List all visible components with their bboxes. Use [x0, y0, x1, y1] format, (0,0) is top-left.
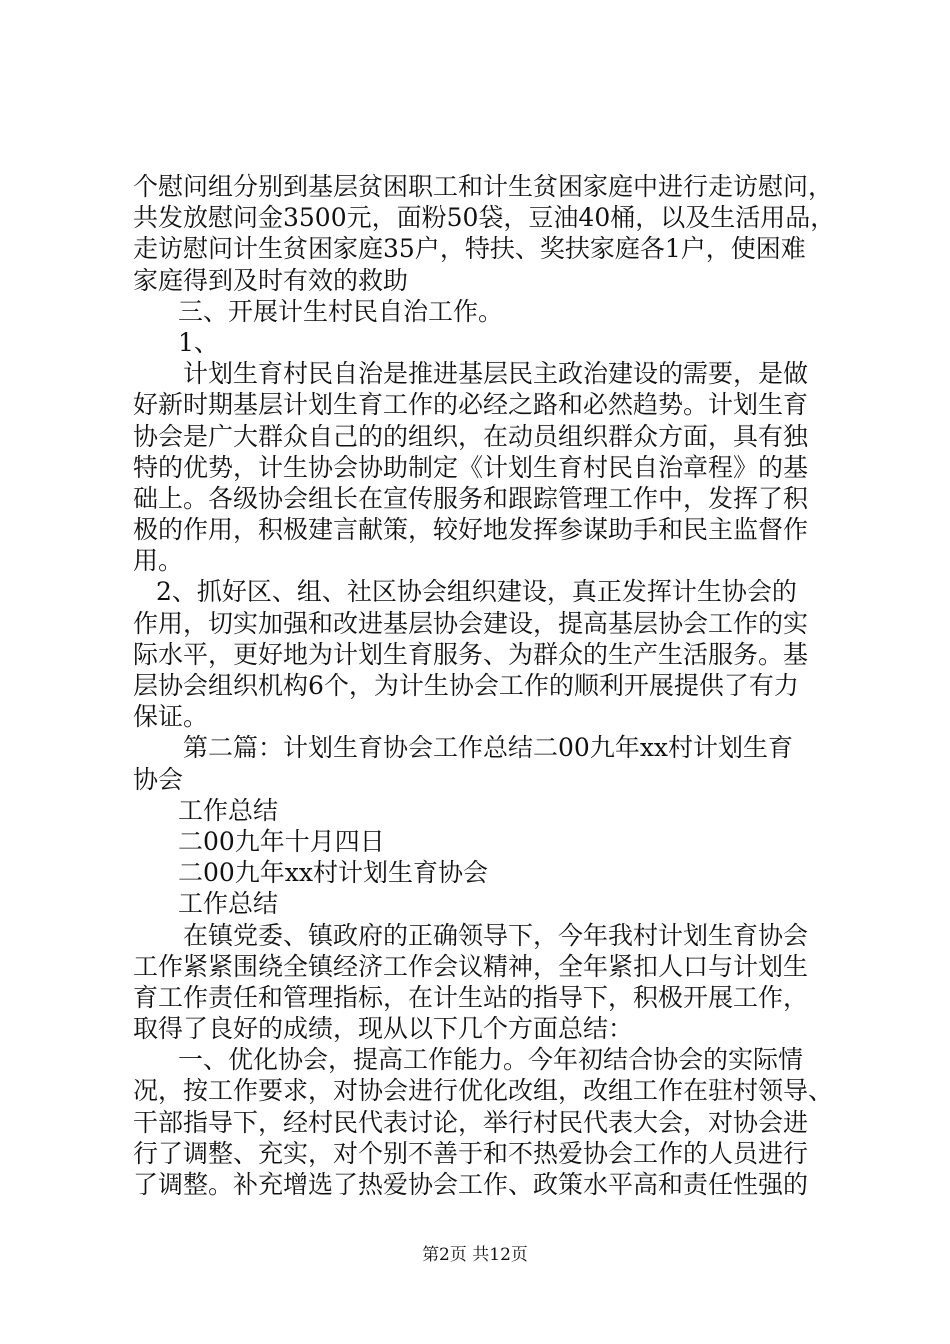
text-line: 家庭得到及时有效的救助 [133, 265, 409, 295]
document-body [133, 171, 836, 1200]
text-line: 一、优化协会，提高工作能力。今年初结合协会的实际情 [178, 1045, 804, 1075]
text-line: 用。 [133, 546, 184, 576]
text-line: 2、抓好区、组、社区协会组织建设，真正发挥计生协会的 [156, 577, 797, 607]
text-line: 计划生育村民自治是推进基层民主政治建设的需要，是做 [183, 359, 809, 389]
section-heading: 三、开展计生村民自治工作。 [178, 296, 504, 326]
text-line: 极的作用，积极建言献策，较好地发挥参谋助手和民主监督作 [133, 515, 809, 545]
text-line: 好新时期基层计划生育工作的必经之路和必然趋势。计划生育 [133, 390, 809, 420]
text-line: 了调整。补充增选了热爱协会工作、政策水平高和责任性强的 [133, 1170, 809, 1199]
text-line: 作用，切实加强和改进基层协会建设，提高基层协会工作的实 [133, 608, 809, 638]
text-line: 工作总结 [178, 795, 279, 825]
text-line: 走访慰问计生贫困家庭35户，特扶、奖扶家庭各1户，使困难 [133, 234, 806, 264]
list-number: 1、 [178, 327, 219, 357]
text-line: 协会 [133, 764, 184, 794]
text-line: 保证。 [133, 702, 209, 732]
date-line: 二00九年十月四日 [178, 826, 385, 856]
text-line: 协会是广大群众自己的的组织，在动员组织群众方面，具有独 [133, 421, 809, 451]
text-line: 二00九年xx村计划生育协会 [178, 858, 489, 888]
page-number-label: 第2页 共12页 [422, 1245, 528, 1265]
text-line: 干部指导下，经村民代表讨论，举行村民代表大会，对协会进 [133, 1107, 809, 1137]
text-line: 层协会组织机构6个，为计生协会工作的顺利开展提供了有力 [133, 671, 799, 700]
text-line: 取得了良好的成绩，现从以下几个方面总结： [133, 1014, 634, 1044]
text-line: 共发放慰问金3500元，面粉50袋，豆油40桶，以及生活用品， [133, 203, 836, 233]
text-line: 个慰问组分别到基层贫困职工和计生贫困家庭中进行走访慰问， [133, 172, 834, 201]
text-line: 工作紧紧围绕全镇经济工作会议精神，全年紧扣人口与计划生 [133, 951, 809, 981]
text-line: 际水平，更好地为计划生育服务、为群众的生产生活服务。基 [133, 639, 809, 669]
text-line: 在镇党委、镇政府的正确领导下，今年我村计划生育协会 [183, 920, 809, 950]
text-line: 行了调整、充实，对个别不善于和不热爱协会工作的人员进行 [133, 1138, 809, 1168]
page-footer [0, 1243, 950, 1267]
text-line: 工作总结 [178, 889, 279, 919]
section-heading: 第二篇：计划生育协会工作总结二00九年xx村计划生育 [183, 733, 794, 763]
text-line: 况，按工作要求，对协会进行优化改组，改组工作在驻村领导、 [133, 1076, 834, 1106]
text-line: 特的优势，计生协会协助制定《计划生育村民自治章程》的基 [133, 452, 809, 482]
text-line: 础上。各级协会组长在宣传服务和跟踪管理工作中，发挥了积 [133, 483, 809, 513]
text-line: 育工作责任和管理指标，在计生站的指导下，积极开展工作， [133, 982, 809, 1012]
